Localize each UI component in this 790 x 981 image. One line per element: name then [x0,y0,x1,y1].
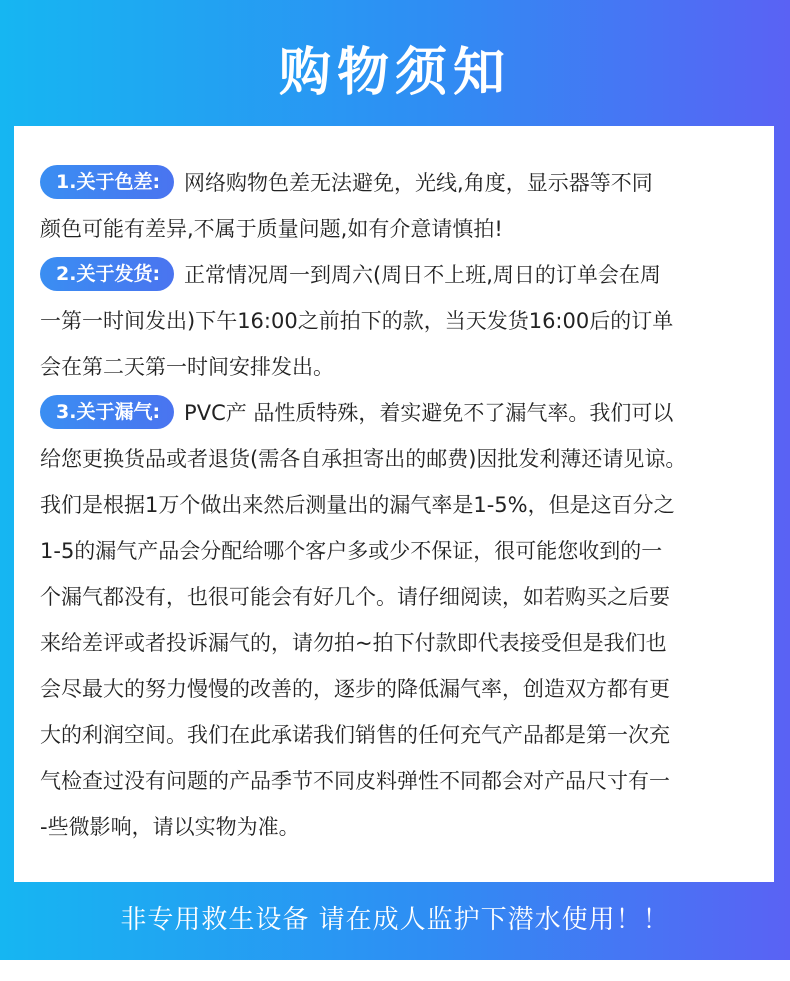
section-line: -些微影响，请以实物为准。 [40,815,300,839]
section-line: 网络购物色差无法避免，光线,角度，显示器等不同 [184,171,653,195]
notice-panel [14,126,774,882]
section-line: PVC产 品性质特殊，着实避免不了漏气率。我们可以 [184,401,674,425]
section-line: 会尽最大的努力慢慢的改善的，逐步的降低漏气率，创造双方都有更 [40,677,670,701]
section-line: 个漏气都没有，也很可能会有好几个。请仔细阅读，如若购买之后要 [40,585,670,609]
section-line: 正常情况周一到周六(周日不上班,周日的订单会在周 [184,263,661,287]
section-line: 我们是根据1万个做出来然后测量出的漏气率是1-5%，但是这百分之 [40,493,675,517]
section-line: 颜色可能有差异,不属于质量问题,如有介意请慎拍! [40,217,503,241]
section-line: 1-5的漏气产品会分配给哪个客户多或少不保证，很可能您收到的一 [40,539,663,563]
section-shipping [40,252,762,390]
footer-warning: 非专用救生设备 请在成人监护下潜水使用！！ [120,905,670,935]
section-line: 来给差评或者投诉漏气的，请勿拍~拍下付款即代表接受但是我们也 [40,631,667,655]
section-air-leak [40,390,762,850]
section-line: 会在第二天第一时间安排发出。 [40,355,334,379]
notice-content [40,160,762,850]
section-line: 一第一时间发出)下午16:00之前拍下的款，当天发货16:00后的订单 [40,309,674,333]
section-line: 大的利润空间。我们在此承诺我们销售的任何充气产品都是第一次充 [40,723,670,747]
section-color-difference [40,160,762,252]
section-line: 给您更换货品或者退货(需各自承担寄出的邮费)因批发利薄还请见谅。 [40,447,687,471]
section-line: 气检查过没有问题的产品季节不同皮料弹性不同都会对产品尺寸有一 [40,769,670,793]
page-title: 购物须知 [278,43,511,103]
section-tag: 1.关于色差: [40,165,174,199]
section-tag: 3.关于漏气: [40,395,174,429]
section-tag: 2.关于发货: [40,257,174,291]
